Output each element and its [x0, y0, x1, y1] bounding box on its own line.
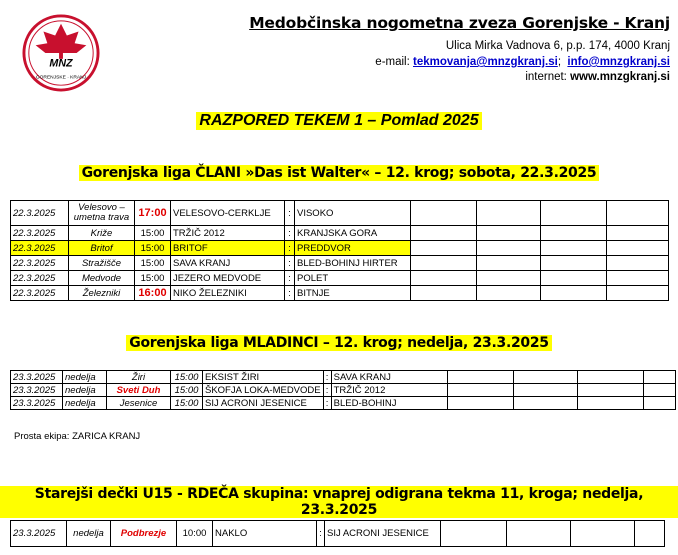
empty-cell: [411, 286, 477, 301]
home-team: EKSIST ŽIRI: [203, 371, 324, 384]
empty-cell: [607, 271, 669, 286]
empty-cell: [577, 384, 643, 397]
score-separator: :: [285, 226, 295, 241]
empty-cell: [477, 256, 541, 271]
section3-title: Starejši dečki U15 - RDEČA skupina: vnaprej odigrana tekma 11, kroga; nedelja, 23.3.2025: [0, 486, 678, 518]
away-team: TRŽIČ 2012: [331, 384, 447, 397]
empty-cell: [541, 256, 607, 271]
match-time: 15:00: [171, 384, 203, 397]
empty-cell: [541, 271, 607, 286]
empty-cell: [477, 226, 541, 241]
match-date: 22.3.2025: [11, 286, 69, 301]
match-date: 22.3.2025: [11, 201, 69, 226]
match-date: 23.3.2025: [11, 384, 63, 397]
empty-cell: [643, 397, 675, 410]
section1-table: [10, 200, 669, 301]
home-team: JEZERO MEDVODE: [171, 271, 285, 286]
match-day: nedelja: [63, 397, 107, 410]
score-separator: :: [323, 384, 331, 397]
match-venue: Jesenice: [107, 397, 171, 410]
email-link-info[interactable]: info@mnzgkranj.si: [567, 56, 670, 68]
match-venue: Medvode: [69, 271, 135, 286]
section2-title: Gorenjska liga MLADINCI – 12. krog; nedelja, 23.3.2025: [126, 335, 552, 351]
table-row: [11, 384, 676, 397]
empty-cell: [411, 271, 477, 286]
empty-cell: [477, 201, 541, 226]
score-separator: :: [285, 201, 295, 226]
empty-cell: [577, 397, 643, 410]
home-team: TRŽIČ 2012: [171, 226, 285, 241]
logo-ring-text: GORENJSKE · KRANJ: [35, 75, 87, 81]
home-team: SIJ ACRONI JESENICE: [203, 397, 324, 410]
empty-cell: [607, 226, 669, 241]
away-team: BLED-BOHINJ: [331, 397, 447, 410]
score-separator: :: [285, 286, 295, 301]
match-venue: Železniki: [69, 286, 135, 301]
empty-cell: [411, 241, 477, 256]
empty-cell: [607, 201, 669, 226]
match-date: 23.3.2025: [11, 397, 63, 410]
section1-title-wrap: [0, 165, 678, 181]
section2-table: [10, 370, 676, 410]
empty-cell: [477, 271, 541, 286]
section1-table-body: [11, 201, 669, 301]
home-team: ŠKOFJA LOKA-MEDVODE: [203, 384, 324, 397]
empty-cell: [513, 384, 577, 397]
score-separator: :: [317, 521, 325, 547]
web-line: [525, 71, 670, 83]
home-team: BRITOF: [171, 241, 285, 256]
empty-cell: [541, 226, 607, 241]
email-link-tekmovanja[interactable]: tekmovanja@mnzgkranj.si: [413, 56, 558, 68]
schedule-title-wrap: [0, 112, 678, 130]
away-team: BLED-BOHINJ HIRTER: [295, 256, 411, 271]
away-team: VISOKO: [295, 201, 411, 226]
match-date: 23.3.2025: [11, 371, 63, 384]
table-row: [11, 521, 665, 547]
match-day: nedelja: [63, 371, 107, 384]
match-time: 15:00: [135, 241, 171, 256]
match-venue: Britof: [69, 241, 135, 256]
empty-cell: [447, 371, 513, 384]
match-date: 22.3.2025: [11, 271, 69, 286]
empty-cell: [477, 241, 541, 256]
email-label: e-mail:: [375, 56, 410, 68]
empty-cell: [541, 286, 607, 301]
mnz-logo: [22, 14, 100, 92]
match-venue: Podbrezje: [111, 521, 177, 547]
match-time: 15:00: [135, 271, 171, 286]
empty-cell: [411, 201, 477, 226]
score-separator: :: [323, 397, 331, 410]
empty-cell: [571, 521, 635, 547]
section3-table: [10, 520, 665, 547]
match-day: nedelja: [63, 384, 107, 397]
match-time: 15:00: [135, 256, 171, 271]
empty-cell: [447, 397, 513, 410]
table-row: [11, 256, 669, 271]
match-date: 22.3.2025: [11, 256, 69, 271]
away-team: BITNJE: [295, 286, 411, 301]
section3-table-body: [11, 521, 665, 547]
email-line: e-mail: tekmovanja@mnzgkranj.si; info@mnzgkranj.si: [375, 56, 670, 68]
empty-cell: [635, 521, 665, 547]
empty-cell: [447, 384, 513, 397]
web-link[interactable]: www.mnzgkranj.si: [570, 71, 670, 83]
score-separator: :: [285, 241, 295, 256]
empty-cell: [607, 256, 669, 271]
empty-cell: [411, 226, 477, 241]
match-venue: Križe: [69, 226, 135, 241]
away-team: POLET: [295, 271, 411, 286]
empty-cell: [607, 286, 669, 301]
match-venue: Stražišče: [69, 256, 135, 271]
match-time: 16:00: [135, 286, 171, 301]
away-team: PREDDVOR: [295, 241, 411, 256]
schedule-title: RAZPORED TEKEM 1 – Pomlad 2025: [196, 112, 481, 130]
section3-title-wrap: [0, 486, 678, 518]
empty-cell: [577, 371, 643, 384]
section2-table-body: [11, 371, 676, 410]
match-time: 17:00: [135, 201, 171, 226]
score-separator: :: [285, 271, 295, 286]
logo-text: MNZ: [49, 57, 73, 70]
table-row: [11, 371, 676, 384]
home-team: SAVA KRANJ: [171, 256, 285, 271]
match-time: 15:00: [171, 371, 203, 384]
table-row: [11, 397, 676, 410]
empty-cell: [643, 384, 675, 397]
table-row: [11, 226, 669, 241]
match-day: nedelja: [67, 521, 111, 547]
empty-cell: [607, 241, 669, 256]
match-date: 23.3.2025: [11, 521, 67, 547]
organization-title: Medobčinska nogometna zveza Gorenjske - Kranj: [249, 14, 670, 32]
match-time: 15:00: [135, 226, 171, 241]
table-row: [11, 286, 669, 301]
table-row: [11, 271, 669, 286]
table-row: [11, 241, 669, 256]
home-team: NAKLO: [213, 521, 317, 547]
home-team: NIKO ŽELEZNIKI: [171, 286, 285, 301]
score-separator: :: [285, 256, 295, 271]
empty-cell: [411, 256, 477, 271]
match-time: 15:00: [171, 397, 203, 410]
empty-cell: [541, 201, 607, 226]
section1-title: Gorenjska liga ČLANI »Das ist Walter« – 12. krog; sobota, 22.3.2025: [79, 165, 600, 181]
empty-cell: [513, 397, 577, 410]
away-team: SAVA KRANJ: [331, 371, 447, 384]
section2-title-wrap: [0, 335, 678, 351]
table-row: [11, 201, 669, 226]
match-venue: Sveti Duh: [107, 384, 171, 397]
empty-cell: [541, 241, 607, 256]
web-label: internet:: [525, 71, 567, 83]
match-venue: Velesovo – umetna trava: [69, 201, 135, 226]
score-separator: :: [323, 371, 331, 384]
match-time: 10:00: [177, 521, 213, 547]
match-date: 22.3.2025: [11, 241, 69, 256]
empty-cell: [513, 371, 577, 384]
away-team: KRANJSKA GORA: [295, 226, 411, 241]
bye-team-note: Prosta ekipa: ZARICA KRANJ: [14, 431, 141, 442]
match-venue: Žiri: [107, 371, 171, 384]
away-team: SIJ ACRONI JESENICE: [325, 521, 441, 547]
empty-cell: [441, 521, 507, 547]
match-date: 22.3.2025: [11, 226, 69, 241]
empty-cell: [507, 521, 571, 547]
empty-cell: [643, 371, 675, 384]
organization-address: Ulica Mirka Vadnova 6, p.p. 174, 4000 Kranj: [445, 40, 670, 52]
home-team: VELESOVO-CERKLJE: [171, 201, 285, 226]
empty-cell: [477, 286, 541, 301]
